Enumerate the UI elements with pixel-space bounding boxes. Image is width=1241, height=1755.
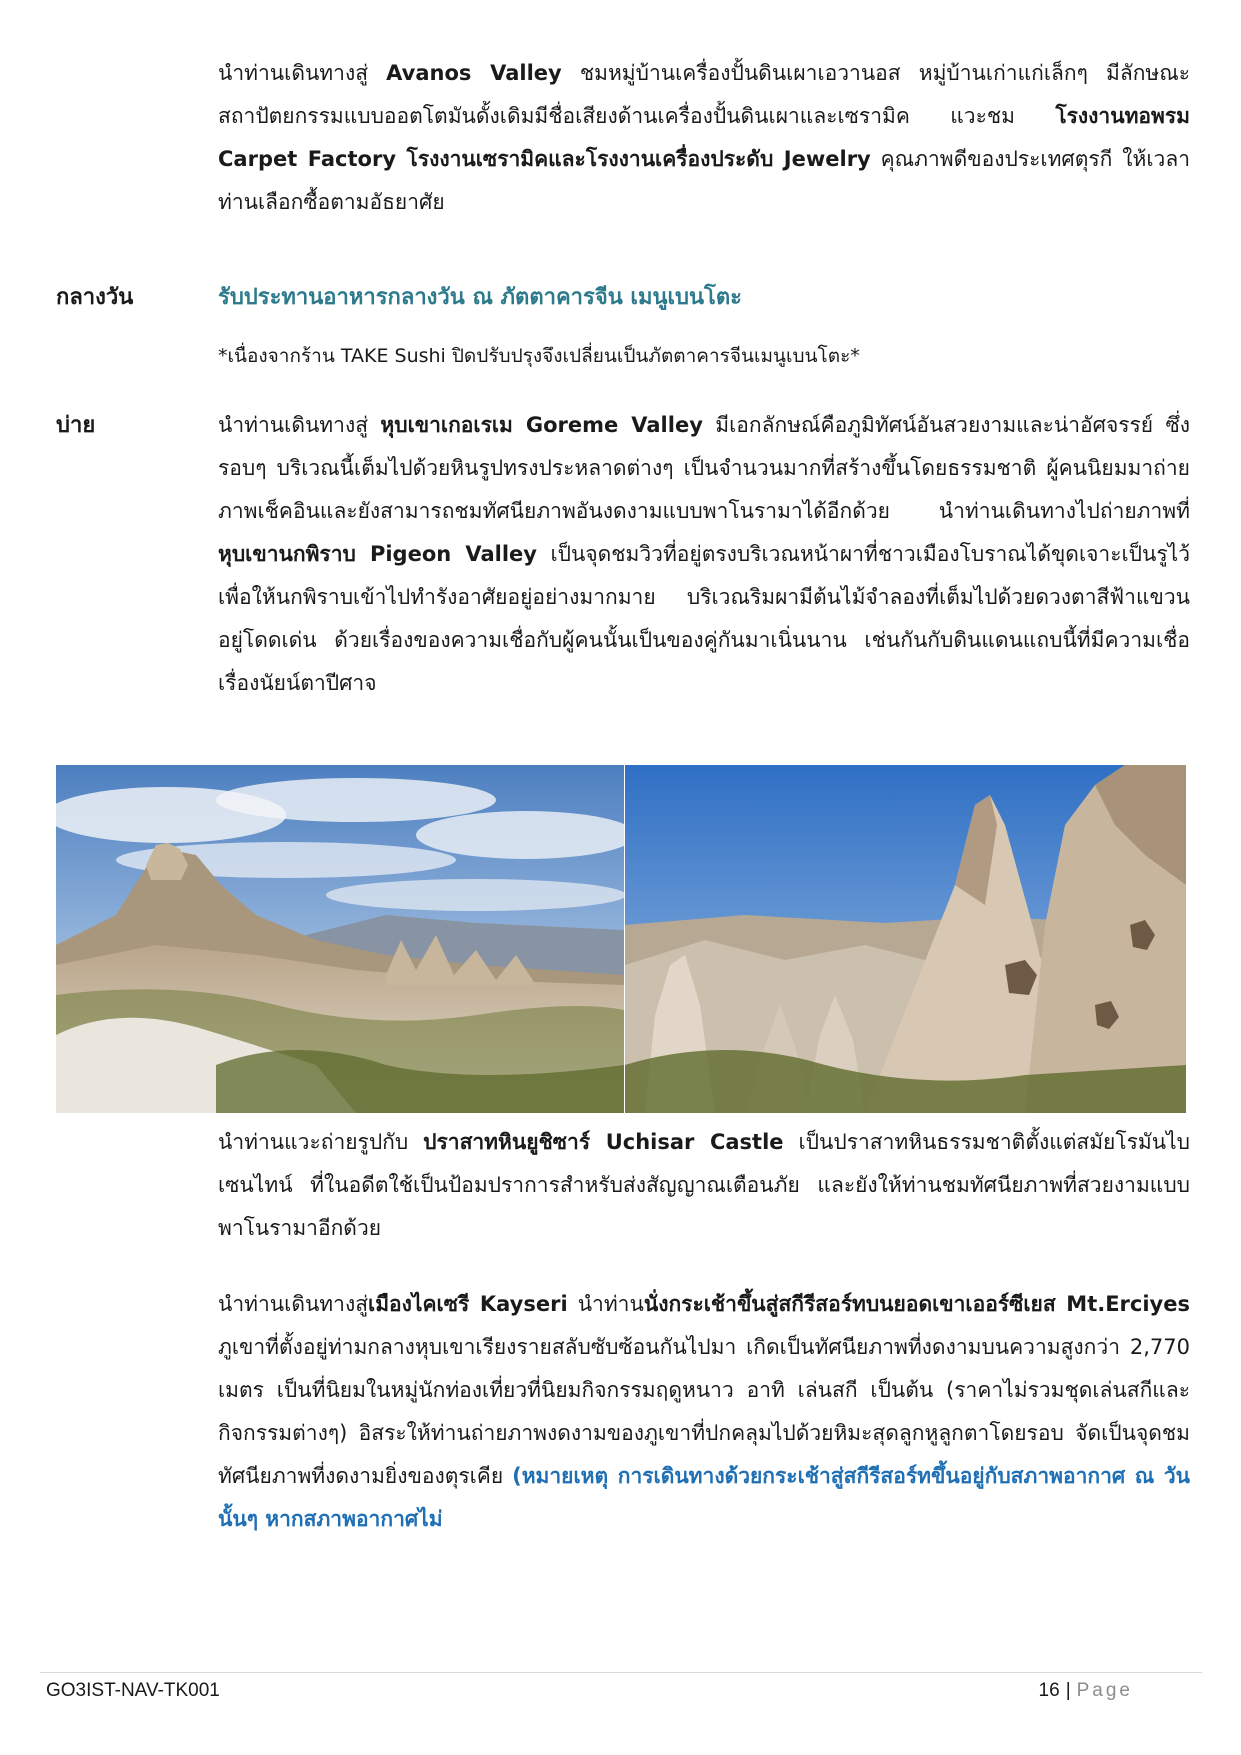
pigeon-valley-landscape-image <box>625 765 1186 1113</box>
uchisar-text-1: นำท่านแวะถ่ายรูปกับ <box>218 1130 424 1154</box>
avanos-valley-bold: Avanos Valley <box>386 61 562 85</box>
uchisar-text-2: เป็นปราสาทหินธรรมชาติตั้งแต่สมัยโรมันไบเซนไทน์ ที่ในอดีตใช้เป็นป้อมปราการสำหรับส่งสัญญาณเตือนภัย และยังให้ท่านชมทัศนียภาพที่สวยงามแบบพาโนรามาอีกด้วย <box>218 1130 1191 1240</box>
kayseri-text-1: นำท่านเดินทางสู่ <box>218 1292 369 1316</box>
goreme-valley-bold: หุบเขาเกอเรเม Goreme Valley <box>380 413 703 437</box>
avanos-text-2: ชมหมู่บ้านเครื่องปั้นดินเผาเอวานอส หมู่บ้านเก่าแก่เล็กๆ มีลักษณะสถาปัตยกรรมแบบออตโตมันดั้งเดิมมีชื่อเสียงด้านเครื่องปั้นดินเผาและเซรามิค แวะชม <box>218 61 1191 128</box>
kayseri-text-3: ภูเขาที่ตั้งอยู่ท่ามกลางหุบเขาเรียงรายสลับซับซ้อนกันไปมา เกิดเป็นทัศนียภาพที่งดงามบนความสูงกว่า 2,770 เมตร เป็นที่นิยมในหมู่นักท่องเที่ยวที่นิยมกิจกรรมฤดูหนาว อาทิ เล่นสกี เป็นต้น (ราคาไม่รวมชุดเล่นสกีและกิจกรรมต่างๆ) อิสระให้ท่านถ่ายภาพงดงามของภูเขาที่ปกคลุมไปด้วยหิมะสุดลูกหูลูกตาโดยรอบ จัดเป็นจุดชมทัศนียภาพที่งดงามยิ่งของตุรเคีย <box>218 1335 1190 1488</box>
pigeon-valley-bold: หุบเขานกพิราบ Pigeon Valley <box>218 542 537 566</box>
carpet-factory-bold: โรงงานทอพรม Carpet Factory โรงงานเซรามิคและโรงงานเครื่องประดับ Jewelry <box>218 104 1190 171</box>
lunch-title: รับประทานอาหารกลางวัน ณ ภัตตาคารจีน เมนูเบนโตะ <box>218 285 742 310</box>
kayseri-paragraph <box>218 1283 1190 1541</box>
afternoon-paragraph <box>218 404 1190 705</box>
avanos-text-3: คุณภาพดีของประเทศตุรกี ให้เวลาท่านเลือกซื้อตามอัธยาศัย <box>218 147 1190 214</box>
uchisar-castle-photo <box>56 765 624 1113</box>
uchisar-castle-bold: ปราสาทหินยูชิซาร์ Uchisar Castle <box>423 1130 784 1154</box>
page-separator: | <box>1065 1680 1071 1701</box>
footer-divider <box>40 1672 1202 1673</box>
afternoon-text-1: นำท่านเดินทางสู่ <box>218 413 381 437</box>
lunch-note: *เนื่องจากร้าน TAKE Sushi ปิดปรับปรุงจึงเปลี่ยนเป็นภัตตาคารจีนเมนูเบนโตะ* <box>218 345 860 367</box>
kayseri-text-2: นำท่าน <box>567 1292 644 1316</box>
afternoon-label: บ่าย <box>56 413 96 438</box>
page-indicator <box>1039 1680 1133 1702</box>
pigeon-valley-photo <box>625 765 1186 1113</box>
uchisar-landscape-image <box>56 765 624 1113</box>
weather-remark-note: (หมายเหตุ การเดินทางด้วยกระเช้าสู่สกีรีสอร์ทขึ้นอยู่กับสภาพอากาศ ณ วันนั้นๆ หากสภาพอากาศไม่ <box>218 1464 1190 1531</box>
document-code: GO3IST-NAV-TK001 <box>46 1680 220 1701</box>
afternoon-text-2: มีเอกลักษณ์คือภูมิทัศน์อันสวยงามและน่าอัศจรรย์ ซึ่งรอบๆ บริเวณนี้เต็มไปด้วยหินรูปทรงประหลาดต่างๆ เป็นจำนวนมากที่สร้างขึ้นโดยธรรมชาติ ผู้คนนิยมมาถ่ายภาพเช็คอินและยังสามารถชมทัศนียภาพอันงดงามแบบพาโนรามาได้อีกด้วย นำท่านเดินทางไปถ่ายภาพที่ <box>218 413 1190 523</box>
afternoon-text-3: เป็นจุดชมวิวที่อยู่ตรงบริเวณหน้าผาที่ชาวเมืองโบราณได้ขุดเจาะเป็นรูไว้ เพื่อให้นกพิราบเข้าไปทำรังอาศัยอยู่อย่างมากมาย บริเวณริมผามีต้นไม้จำลองที่เต็มไปด้วยดวงตาสีฟ้าแขวนอยู่โดดเด่น ด้วยเรื่องของความเชื่อกับผู้คนนั้นเป็นของคู่กันมาเนิ่นนาน เช่นกันกับดินแดนแถบนี้ที่มีความเชื่อเรื่องนัยน์ตาปีศาจ <box>218 542 1190 695</box>
lunch-label: กลางวัน <box>56 285 134 310</box>
kayseri-city-bold: เมืองไคเซรี Kayseri <box>368 1292 568 1316</box>
avanos-paragraph <box>218 52 1190 224</box>
uchisar-paragraph <box>218 1121 1190 1250</box>
page-word: Page <box>1076 1680 1133 1701</box>
avanos-text-1: นำท่านเดินทางสู่ <box>218 61 387 85</box>
cable-car-erciyes-bold: นั่งกระเช้าขึ้นสู่สกีรีสอร์ทบนยอดเขาเออร์ซีเยส Mt.Erciyes <box>643 1292 1190 1316</box>
page-number: 16 <box>1038 1680 1060 1701</box>
